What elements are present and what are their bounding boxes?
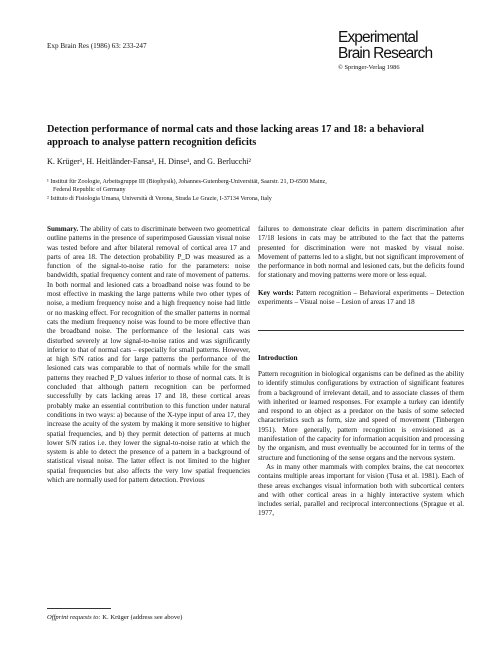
copyright-notice: © Springer-Verlag 1986	[338, 64, 400, 71]
introduction-body	[258, 370, 464, 645]
footnote-label: Offprint requests to:	[47, 614, 101, 621]
summary-text-right: failures to demonstrate clear deficits in pattern discrimination after 17/18 lesions in cats may be attributed to the fact that the patterns presented for discrimination were not masked by visual noise. Movement of patterns led to a slight, but not significant improvement of the performance in both normal and lesioned cats, but the deficits found for stationary and moving patterns were more or less equal.	[258, 225, 464, 280]
intro-paragraph-1: Pattern recognition in biological organisms can be defined as the ability to identify stimulus configurations by extraction of significant features from a background of irrelevant detail, and to associate classes of them with inherited or learned responses. For example a turkey can identify and respond to an object as a predator on the basis of some selected characteristics such as form, size and speed of movement (Tinbergen 1951). More generally, pattern recognition is envisioned as a manifestation of the capacity for information acquisition and processing by the organism, and must eventually be accounted for in terms of the structure and functioning of the sense organs and the nervous system.	[258, 370, 464, 462]
section-heading-introduction: Introduction	[258, 353, 298, 362]
affiliation-1: ¹ Institut für Zoologie, Arbeitsgruppe III (Biophysik), Johannes-Gutenberg-Universität, Saarstr. 21, D-6500 Mainz,	[47, 179, 327, 185]
journal-logo	[338, 30, 463, 71]
summary-label: Summary.	[47, 225, 79, 233]
affiliations	[47, 178, 467, 203]
abstract-left-column	[47, 225, 250, 600]
offprint-footnote	[47, 614, 182, 621]
footnote-divider	[47, 608, 111, 609]
keywords-text: Pattern recognition – Behavioral experiments – Detection experiments – Visual noise – Lesion of areas 17 and 18	[258, 288, 465, 307]
affiliation-2: ² Istituto di Fisiologia Umana, Università di Verona, Strada Le Grazie, I-37134 Verona, Italy	[47, 195, 272, 202]
abstract-divider	[258, 330, 464, 331]
intro-paragraph-2: As in many other mammals with complex brains, the cat neocortex contains multiple areas important for vision (Tusa et al. 1981). Each of these areas exchanges visual information both with subcortical centers and with other cortical areas in a highly interactive system which includes serial, parallel and reciprocal interconnections (Sprague et al. 1977,	[258, 462, 464, 518]
journal-name-line-1: Experimental	[338, 29, 418, 46]
affiliation-1-country: Federal Republic of Germany	[53, 187, 126, 194]
author-list: K. Krüger¹, H. Heitländer-Fansa¹, H. Dinse¹, and G. Berlucchi²	[47, 157, 251, 166]
keywords-label: Key words:	[258, 288, 294, 297]
summary-text-left: The ability of cats to discriminate between two geometrical outline patterns in the presence of superimposed Gaussian visual noise was tested before and after bilateral removal of cortical area 17 and parts of area 18. The detection probability P_D was measured as a function of the signal-to-noise ratio for the parameters: noise bandwidth, spatial frequency content and rate of movement of patterns. In both normal and lesioned cats a broadband noise was found to be most effective in masking the large patterns while two other types of noise, a medium frequency noise and a high frequency noise had little or no masking effect. For recognition of the smaller patterns in normal cats the medium frequency noise was found to be more effective than the broadband noise. The performance of the lesional cats was disturbed severely at low signal-to-noise ratios and was significantly inferior to that of normal cats – especially for small patterns. However, at high S/N ratios and for large patterns the performance of the lesioned cats was comparable to that of normals while for the small patterns they reached P_D values inferior to those of normal cats. It is concluded that although pattern recognition can be performed successfully by cats lacking areas 17 and 18, these cortical areas probably make an essential contribution to this function under natural conditions in two ways: a) because of the X-type input of area 17, they increase the acuity of the system by making it more sensitive to higher spatial frequencies, and b) they permit detection of patterns at much lower S/N ratios i.e. they lower the signal-to-noise ratio at which the system is able to detect the presence of a pattern in a background of statistical visual noise. The latter effect is not limited to the higher spatial frequencies but also affects the very low spatial frequencies which are normally used for pattern detection. Previous	[47, 225, 250, 485]
article-title: Detection performance of normal cats and those lacking areas 17 and 18: a behavioral approach to analyse pattern recognition deficits	[47, 124, 425, 148]
journal-citation: Exp Brain Res (1986) 63: 233-247	[47, 42, 147, 50]
keywords	[258, 289, 464, 308]
journal-name-line-2: Brain Research	[338, 45, 433, 62]
footnote-text: K. Krüger (address see above)	[102, 614, 183, 621]
abstract-right-column	[258, 225, 464, 307]
